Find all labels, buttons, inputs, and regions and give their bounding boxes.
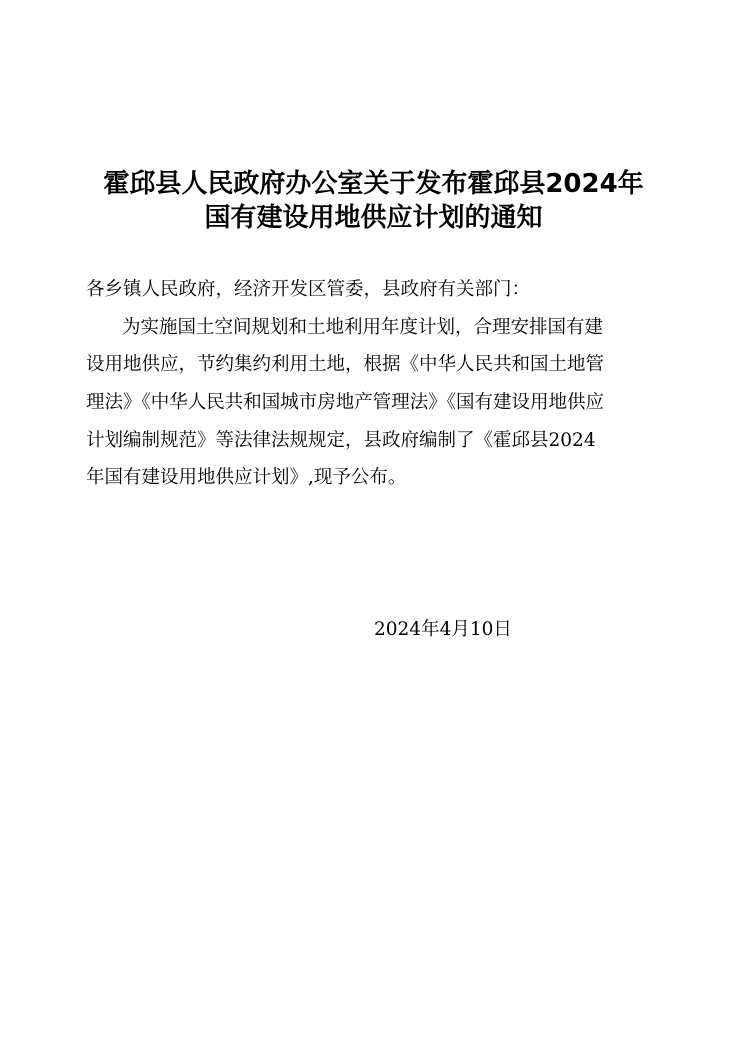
document-title-line-1: 霍邱县人民政府办公室关于发布霍邱县2024年 — [103, 169, 644, 199]
salutation: 各乡镇人民政府，经济开发区管委，县政府有关部门： — [86, 279, 531, 300]
body-text-line-4: 计划编制规范》等法律法规规定，县政府编制了《霍邱县2024 — [86, 430, 596, 451]
body-text-line-1: 为实施国土空间规划和土地利用年度计划，合理安排国有建 — [122, 317, 604, 338]
issue-date: 2024年4月10日 — [374, 619, 512, 640]
body-text-line-5: 年国有建设用地供应计划》,现予公布。 — [86, 467, 407, 488]
body-text-line-3: 理法》《中华人民共和国城市房地产管理法》《国有建设用地供应 — [86, 392, 605, 413]
document-title-line-2: 国有建设用地供应计划的通知 — [204, 203, 543, 233]
body-text-line-2: 设用地供应，节约集约利用土地，根据《中华人民共和国土地管 — [86, 354, 605, 375]
